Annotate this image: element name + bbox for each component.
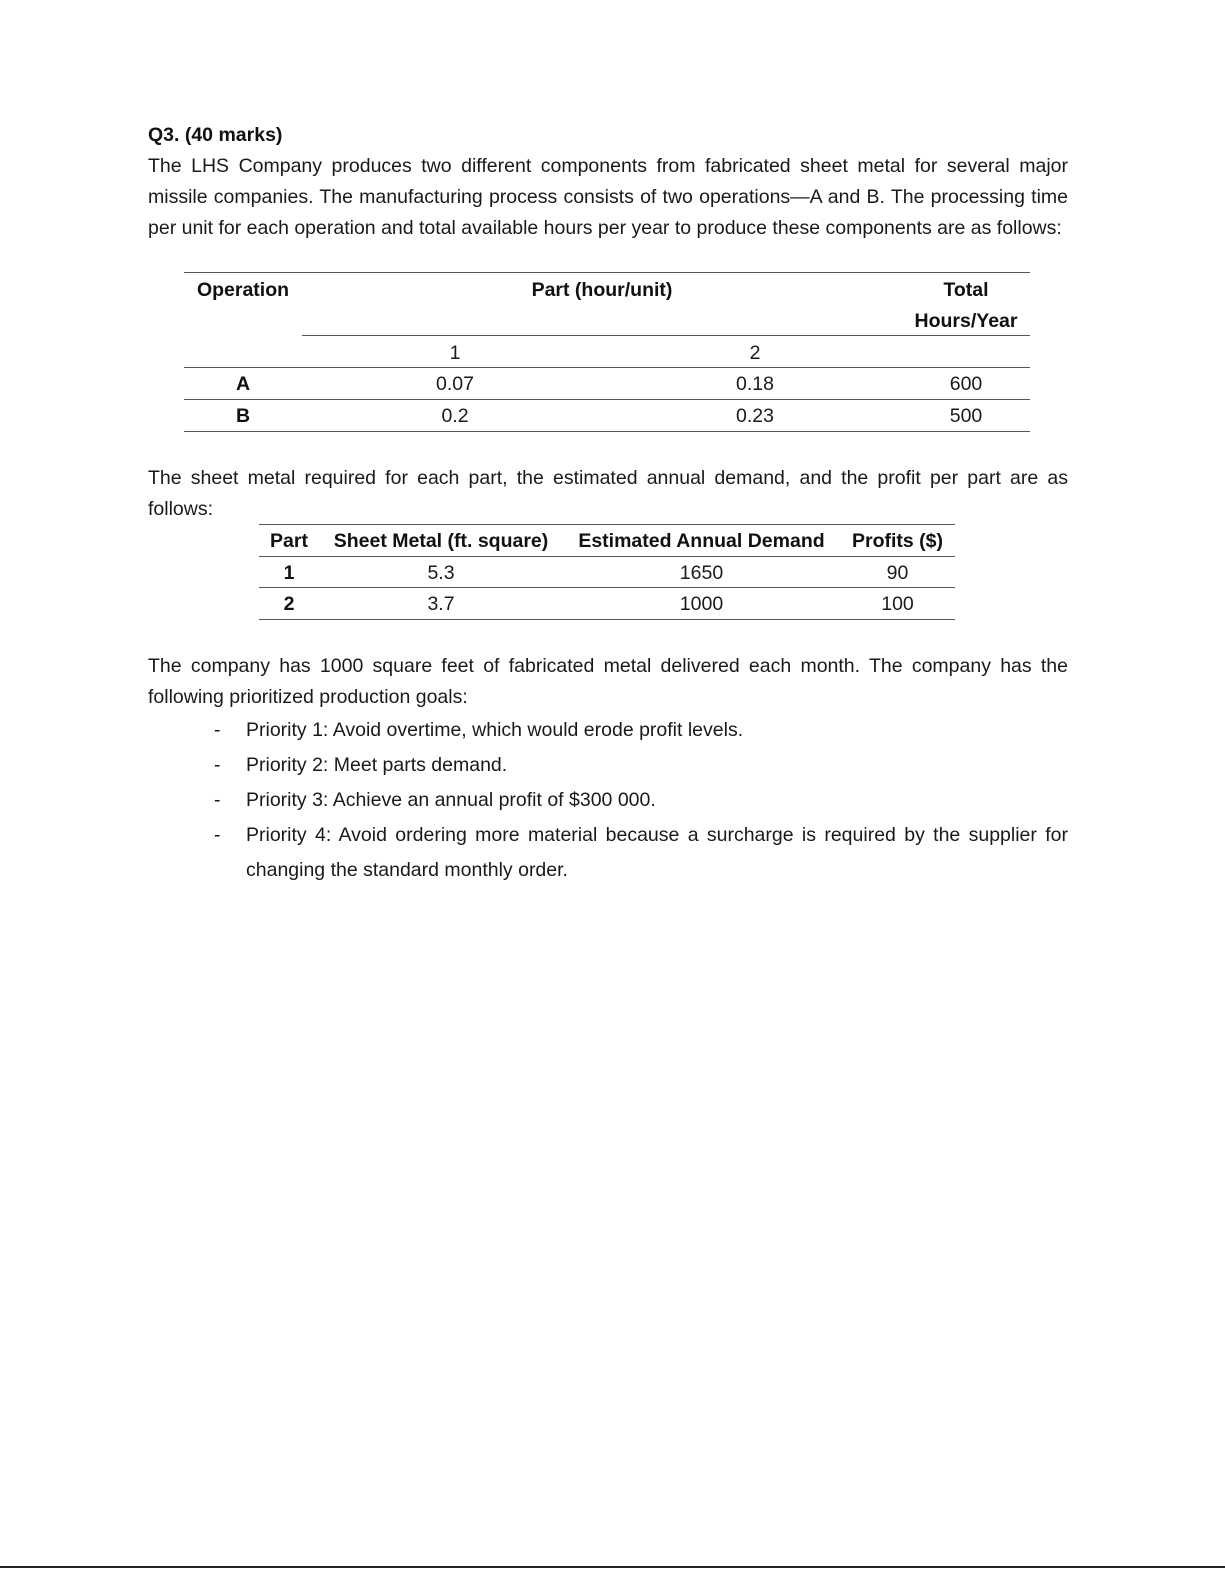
priority-text: Priority 1: Avoid overtime, which would erode profit levels. (246, 719, 744, 741)
table-rule (259, 619, 955, 620)
table-rule (259, 524, 955, 525)
list-item (148, 818, 1068, 888)
sheet-metal-text: The sheet metal required for each part, the estimated annual demand, and the profit per part are as follows: (148, 467, 1068, 520)
page-bottom-rule (0, 1566, 1225, 1568)
table-rule (302, 335, 1030, 336)
table-row-part: 2 (283, 593, 295, 615)
subheader-part-1: 1 (449, 342, 461, 364)
table-rule (259, 587, 955, 588)
question-heading: Q3. (40 marks) (148, 124, 283, 146)
priority-text: Priority 2: Meet parts demand. (246, 754, 508, 776)
header-part: Part (270, 530, 308, 552)
table-rule (184, 399, 1030, 400)
table-row-p2: 0.23 (736, 405, 774, 427)
table-rule (259, 556, 955, 557)
table-rule (184, 272, 1030, 273)
header-total-line2: Hours/Year (914, 310, 1018, 332)
table-rule (184, 431, 1030, 432)
list-item (148, 783, 1068, 818)
dash-bullet: - (214, 789, 221, 811)
table-row-metal: 3.7 (427, 593, 455, 615)
header-profits: Profits ($) (851, 530, 943, 552)
dash-bullet: - (214, 719, 221, 741)
table-row-op: B (235, 405, 251, 427)
table-row-profit: 90 (886, 562, 909, 584)
header-total-line1: Total (943, 279, 989, 301)
dash-bullet: - (214, 824, 221, 846)
table-row-total: 600 (949, 373, 983, 395)
table-rule (184, 367, 1030, 368)
header-annual-demand: Estimated Annual Demand (578, 530, 825, 552)
header-sheet-metal: Sheet Metal (ft. square) (333, 530, 549, 552)
question-intro: The LHS Company produces two different components from fabricated sheet metal for several major missile companies. The manufacturing process consists of two operations—A and B. The processing time per unit for each operation and total available hours per year to produce these components are as follows: (148, 155, 1068, 239)
table-row-p1: 0.2 (441, 405, 469, 427)
table-row-p1: 0.07 (436, 373, 474, 395)
table-row-op: A (235, 373, 251, 395)
table-row-metal: 5.3 (427, 562, 455, 584)
goals-text: The company has 1000 square feet of fabricated metal delivered each month. The company has the following prioritized production goals: (148, 655, 1068, 708)
table-row-part: 1 (283, 562, 295, 584)
priority-list (148, 713, 1068, 888)
header-part: Part (hour/unit) (531, 279, 673, 301)
priority-text: Priority 4: Avoid ordering more material because a surcharge is required by the supplier for changing the standard monthly order. (246, 824, 1068, 881)
table-row-demand: 1650 (679, 562, 724, 584)
dash-bullet: - (214, 754, 221, 776)
list-item (148, 713, 1068, 748)
table-row-demand: 1000 (679, 593, 724, 615)
subheader-part-2: 2 (749, 342, 761, 364)
table-row-p2: 0.18 (736, 373, 774, 395)
priority-text: Priority 3: Achieve an annual profit of $300 000. (246, 789, 656, 811)
table-row-total: 500 (949, 405, 983, 427)
table-row-profit: 100 (881, 593, 914, 615)
list-item (148, 748, 1068, 783)
header-operation: Operation (196, 279, 290, 301)
